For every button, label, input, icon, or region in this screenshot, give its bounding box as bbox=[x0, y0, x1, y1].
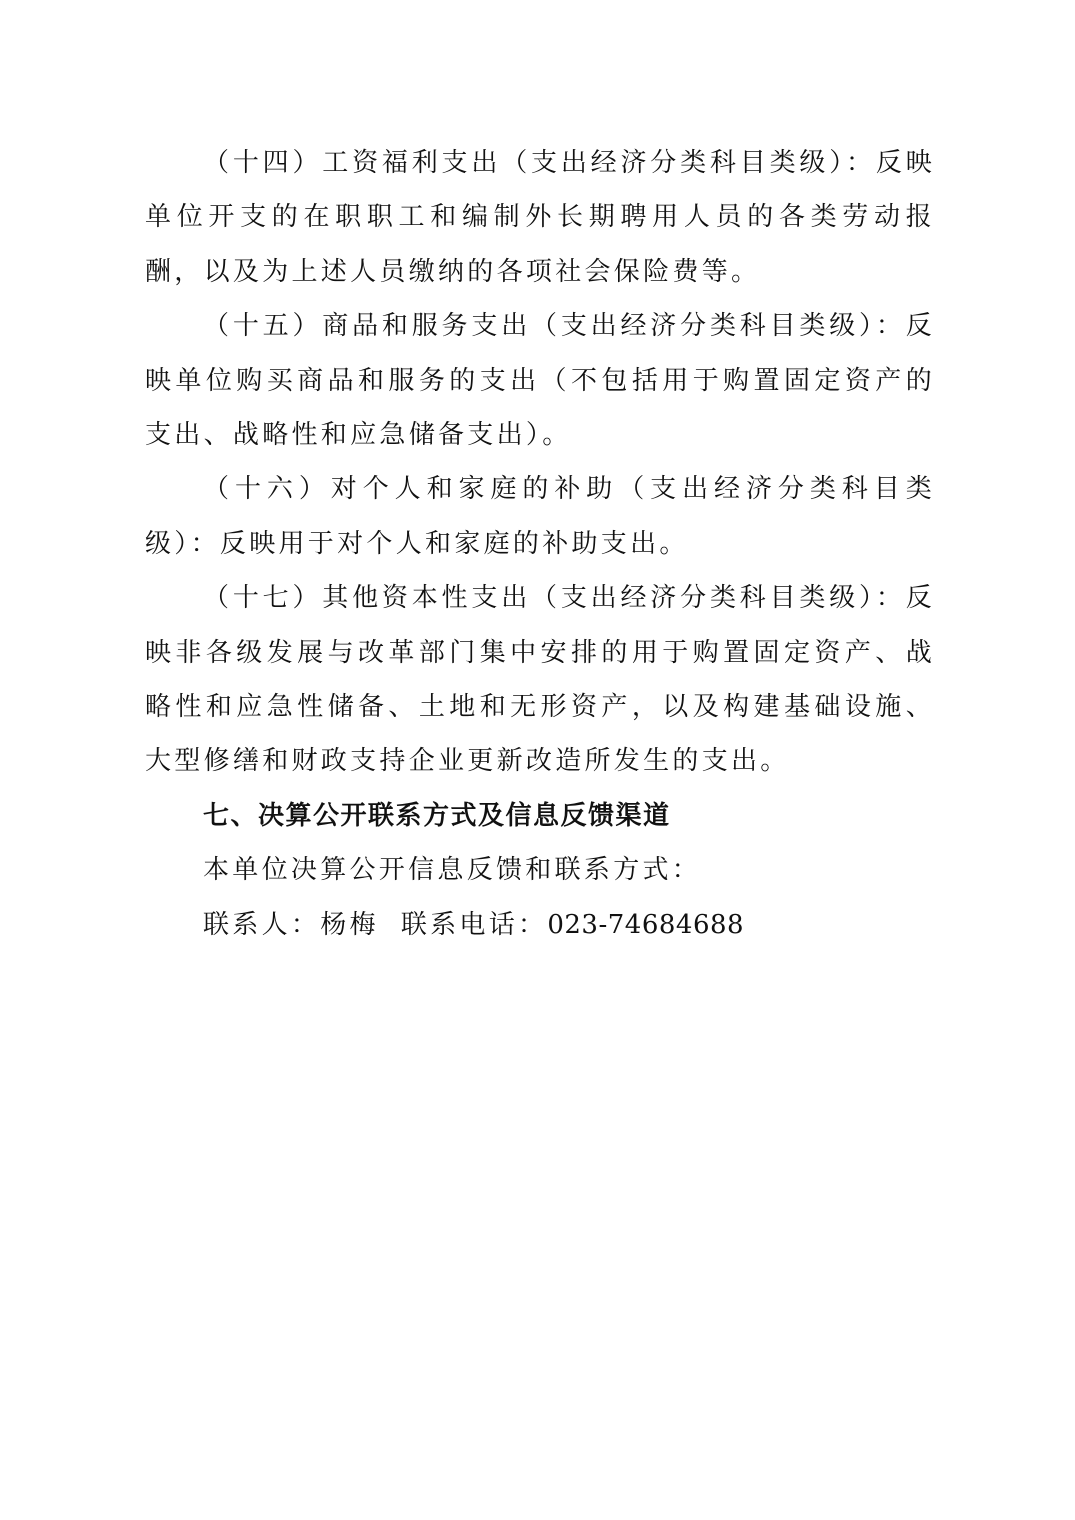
paragraph-text: 反映非各级发展与改革部门集中安排的用于购置固定资产、战略性和应急性储备、土地和无形资产，以及构建基础设施、大型修缮和财政支持企业更新改造所发生的支出。 bbox=[145, 583, 935, 777]
document-body bbox=[145, 136, 935, 952]
contact-person-label: 联系人： bbox=[203, 909, 321, 940]
paragraph-label: （十七）其他资本性支出（支出经济分类科目类级）： bbox=[203, 583, 906, 614]
contact-phone: 023-74684688 bbox=[547, 909, 745, 940]
paragraph-goods-services bbox=[145, 299, 935, 462]
paragraph-household-subsidy bbox=[145, 462, 935, 571]
paragraph-label: （十六）对个人和家庭的补助（支出经济分类科目类级）： bbox=[145, 474, 935, 559]
paragraph-text: 反映单位购买商品和服务的支出（不包括用于购置固定资产的支出、战略性和应急储备支出）。 bbox=[145, 311, 935, 451]
paragraph-label: （十五）商品和服务支出（支出经济分类科目类级）： bbox=[203, 311, 906, 342]
paragraph-wage-welfare bbox=[145, 136, 935, 299]
paragraph-label: （十四）工资福利支出（支出经济分类科目类级）： bbox=[203, 148, 876, 178]
paragraph-text: 反映用于对个人和家庭的补助支出。 bbox=[219, 528, 689, 559]
paragraph-text: 反映单位开支的在职职工和编制外长期聘用人员的各类劳动报酬，以及为上述人员缴纳的各项社会保险费等。 bbox=[145, 148, 935, 287]
contact-line bbox=[145, 898, 935, 952]
section-heading: 七、决算公开联系方式及信息反馈渠道 bbox=[203, 800, 671, 831]
section-intro: 本单位决算公开信息反馈和联系方式： bbox=[203, 855, 702, 886]
contact-phone-label: 联系电话： bbox=[400, 909, 548, 940]
contact-person: 杨梅 bbox=[320, 909, 379, 940]
paragraph-other-capital bbox=[145, 571, 935, 789]
